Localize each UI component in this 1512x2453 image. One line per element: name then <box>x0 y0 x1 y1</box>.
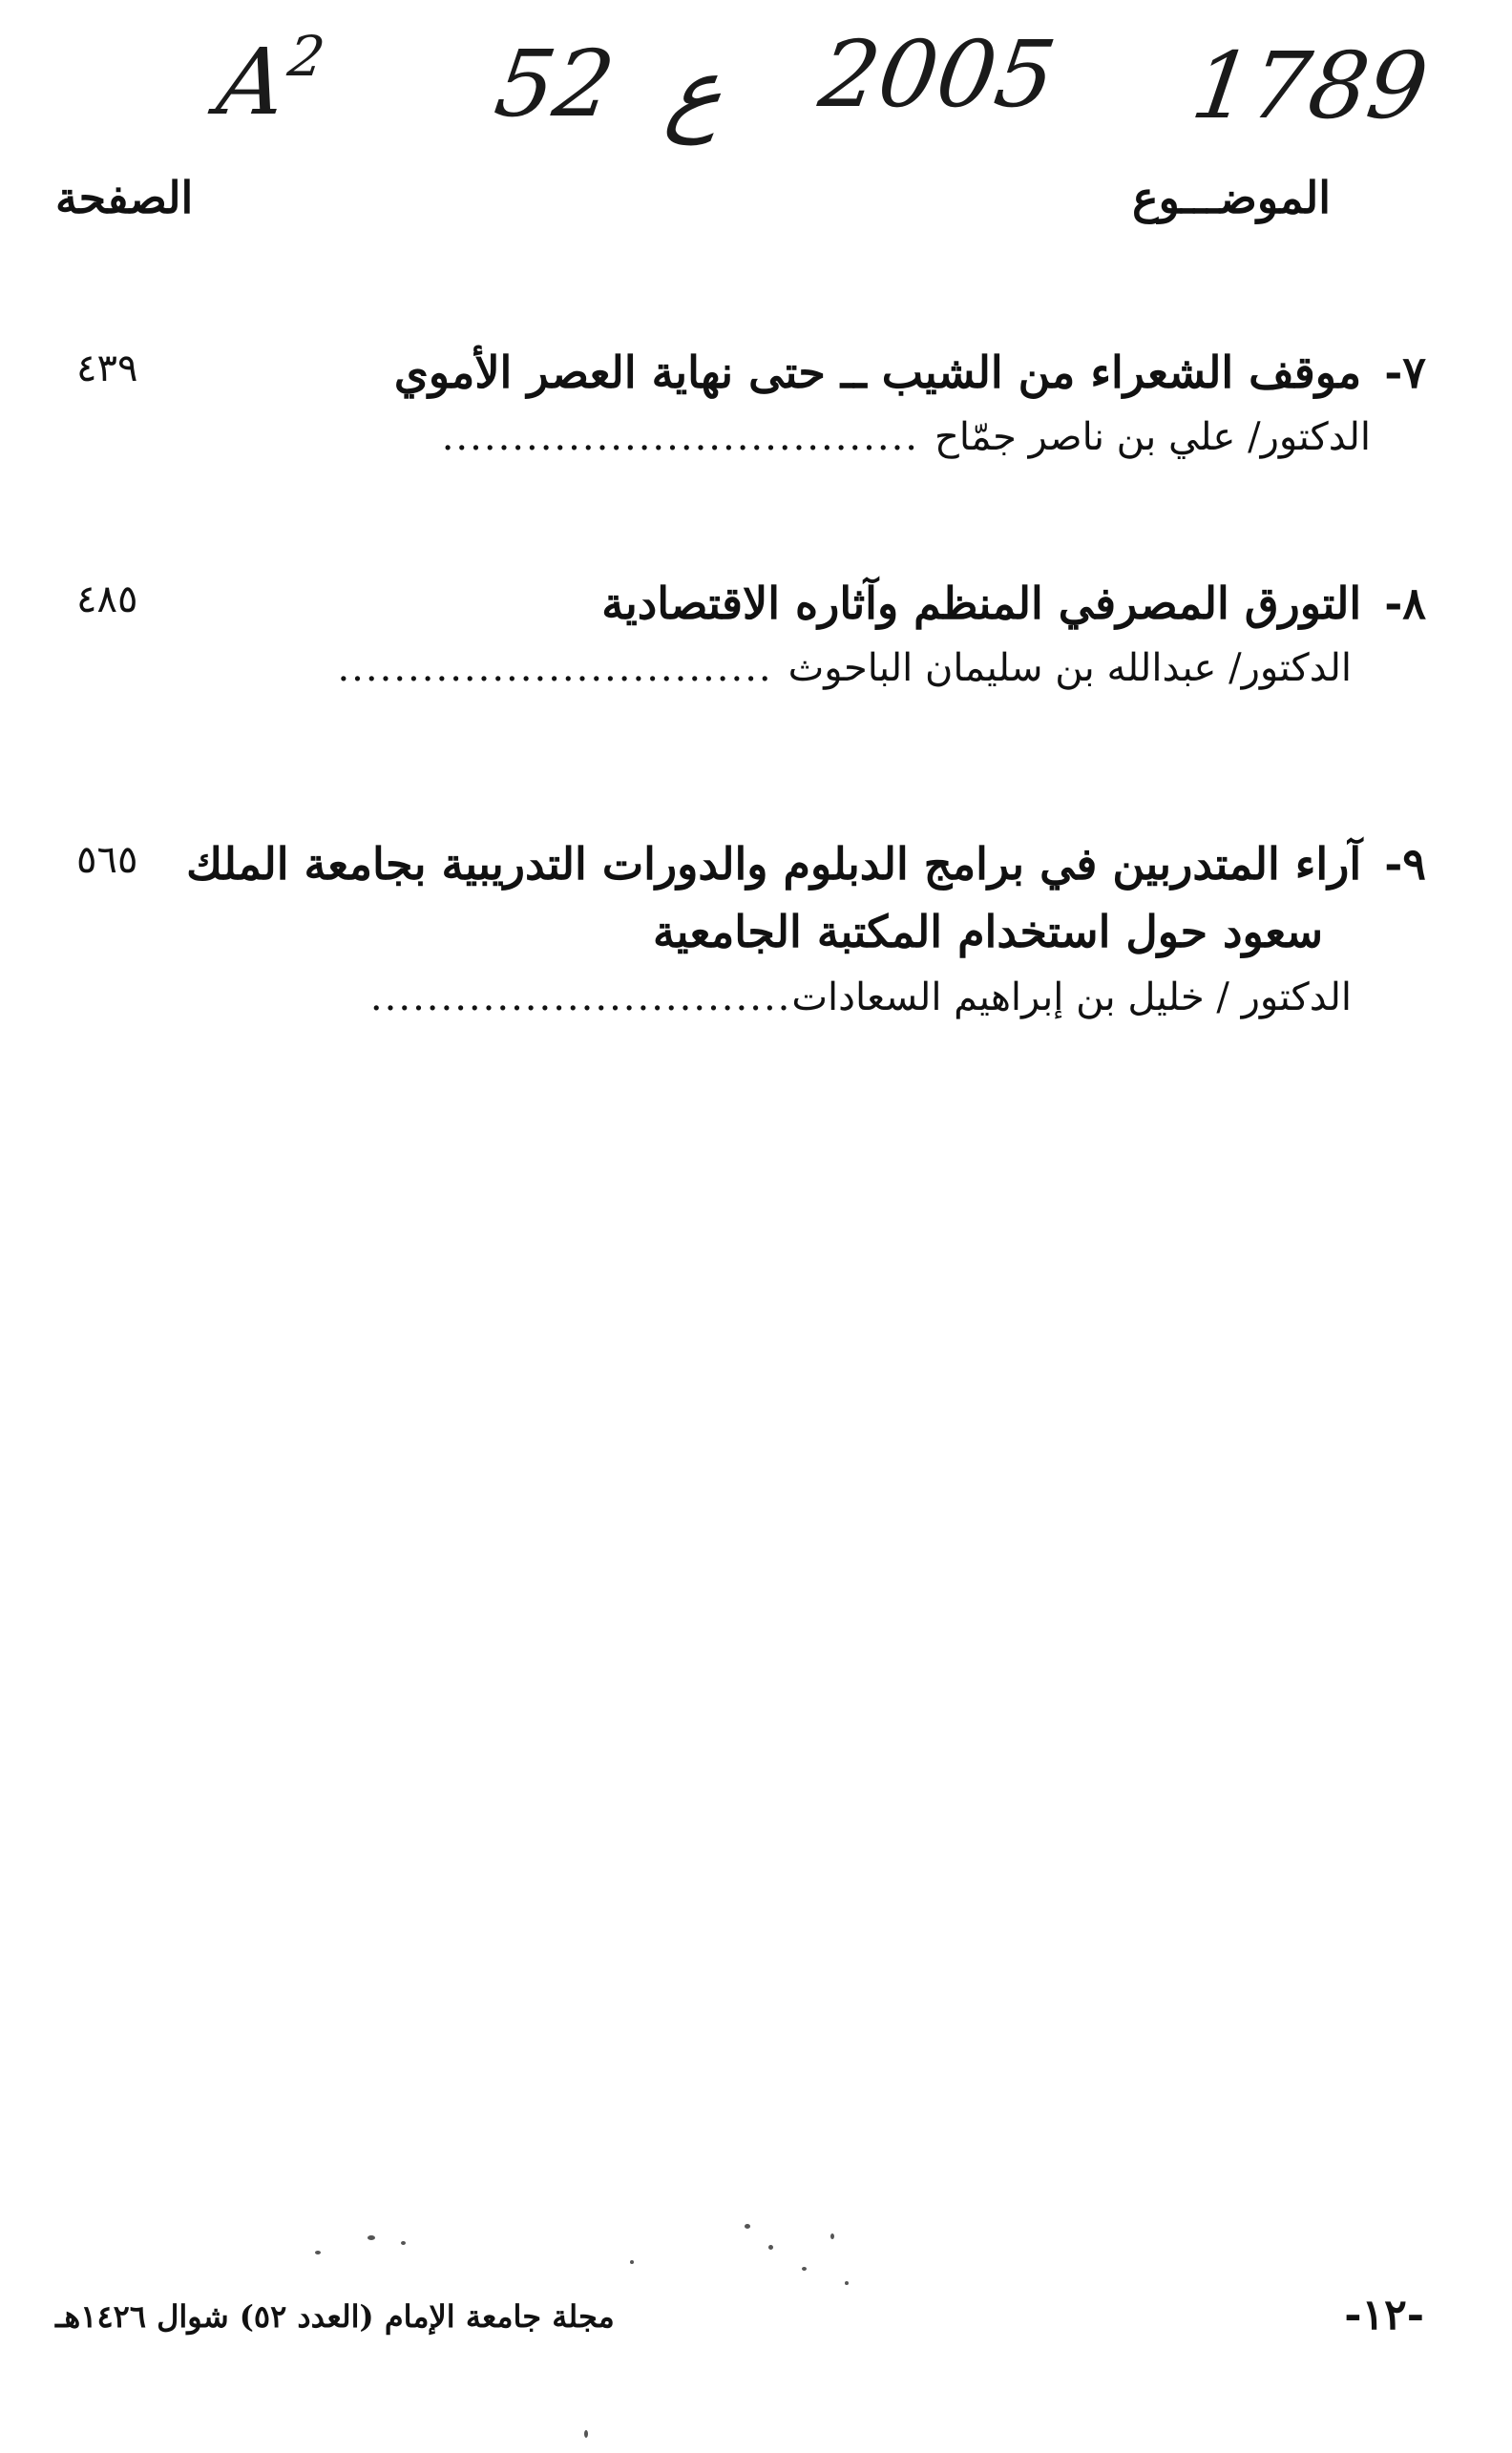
entry-title-text: آراء المتدربين في برامج الدبلوم والدورات التدريبية بجامعة الملك <box>186 838 1362 890</box>
scan-speck <box>368 2235 375 2240</box>
handwritten-year: 2005 <box>813 21 1062 128</box>
entry-title <box>76 339 1426 407</box>
entry-page-number: ٤٨٥ <box>76 577 138 621</box>
handwritten-catalog-code: $A^2$ <box>211 24 329 136</box>
toc-entry <box>76 570 1426 697</box>
entry-author-line <box>76 409 1426 466</box>
scan-speck <box>584 2430 588 2438</box>
toc-entry <box>76 339 1426 466</box>
entry-author-line <box>76 639 1426 697</box>
handwritten-issue: 52 <box>489 31 621 137</box>
entry-number: ٧- <box>1384 346 1426 398</box>
page-column-header: الصفحة <box>55 172 194 223</box>
entry-title <box>76 830 1426 898</box>
scan-speck <box>802 2267 807 2271</box>
scan-speck <box>630 2260 634 2264</box>
entry-title-text: التورق المصرفي المنظم وآثاره الاقتصادية <box>601 577 1362 629</box>
scan-speck <box>745 2224 750 2229</box>
subject-column-header: الموضـــوع <box>1132 172 1331 223</box>
scan-speck <box>401 2241 406 2245</box>
entry-author: الدكتور / خليل بن إبراهيم السعادات <box>791 975 1352 1019</box>
scan-speck <box>315 2251 321 2254</box>
entry-page-number: ٥٦٥ <box>76 838 138 882</box>
dot-leader: .................................. <box>441 415 920 460</box>
scan-speck <box>845 2281 849 2285</box>
entry-title <box>76 570 1426 638</box>
entry-title-continuation: سعود حول استخدام المكتبة الجامعية <box>652 906 1323 958</box>
entry-author-line <box>76 969 1426 1026</box>
dot-leader: ............................... <box>337 646 773 691</box>
footer-page-number: -١٢- <box>1344 2291 1424 2339</box>
entry-number: ٩- <box>1384 838 1426 890</box>
entry-author: الدكتور/ عبدالله بن سليمان الباحوث <box>788 646 1352 691</box>
footer-journal-citation: مجلة جامعة الإمام (العدد ٥٢) شوال ١٤٢٦هـ <box>55 2298 615 2335</box>
handwritten-letter: ع <box>661 38 731 145</box>
scan-speck <box>768 2245 773 2250</box>
entry-page-number: ٤٣٩ <box>76 346 138 390</box>
toc-entry <box>76 830 1426 1026</box>
entry-number: ٨- <box>1384 577 1426 629</box>
dot-leader: .............................. <box>369 975 792 1019</box>
handwritten-annotation <box>211 19 1460 145</box>
entry-author: الدكتور/ علي بن ناصر جمّاح <box>934 415 1371 460</box>
entry-title-text: موقف الشعراء من الشيب ــ حتى نهاية العصر الأموي <box>393 346 1362 398</box>
handwritten-record-number: 1789 <box>1186 32 1435 139</box>
scan-speck <box>830 2233 834 2239</box>
